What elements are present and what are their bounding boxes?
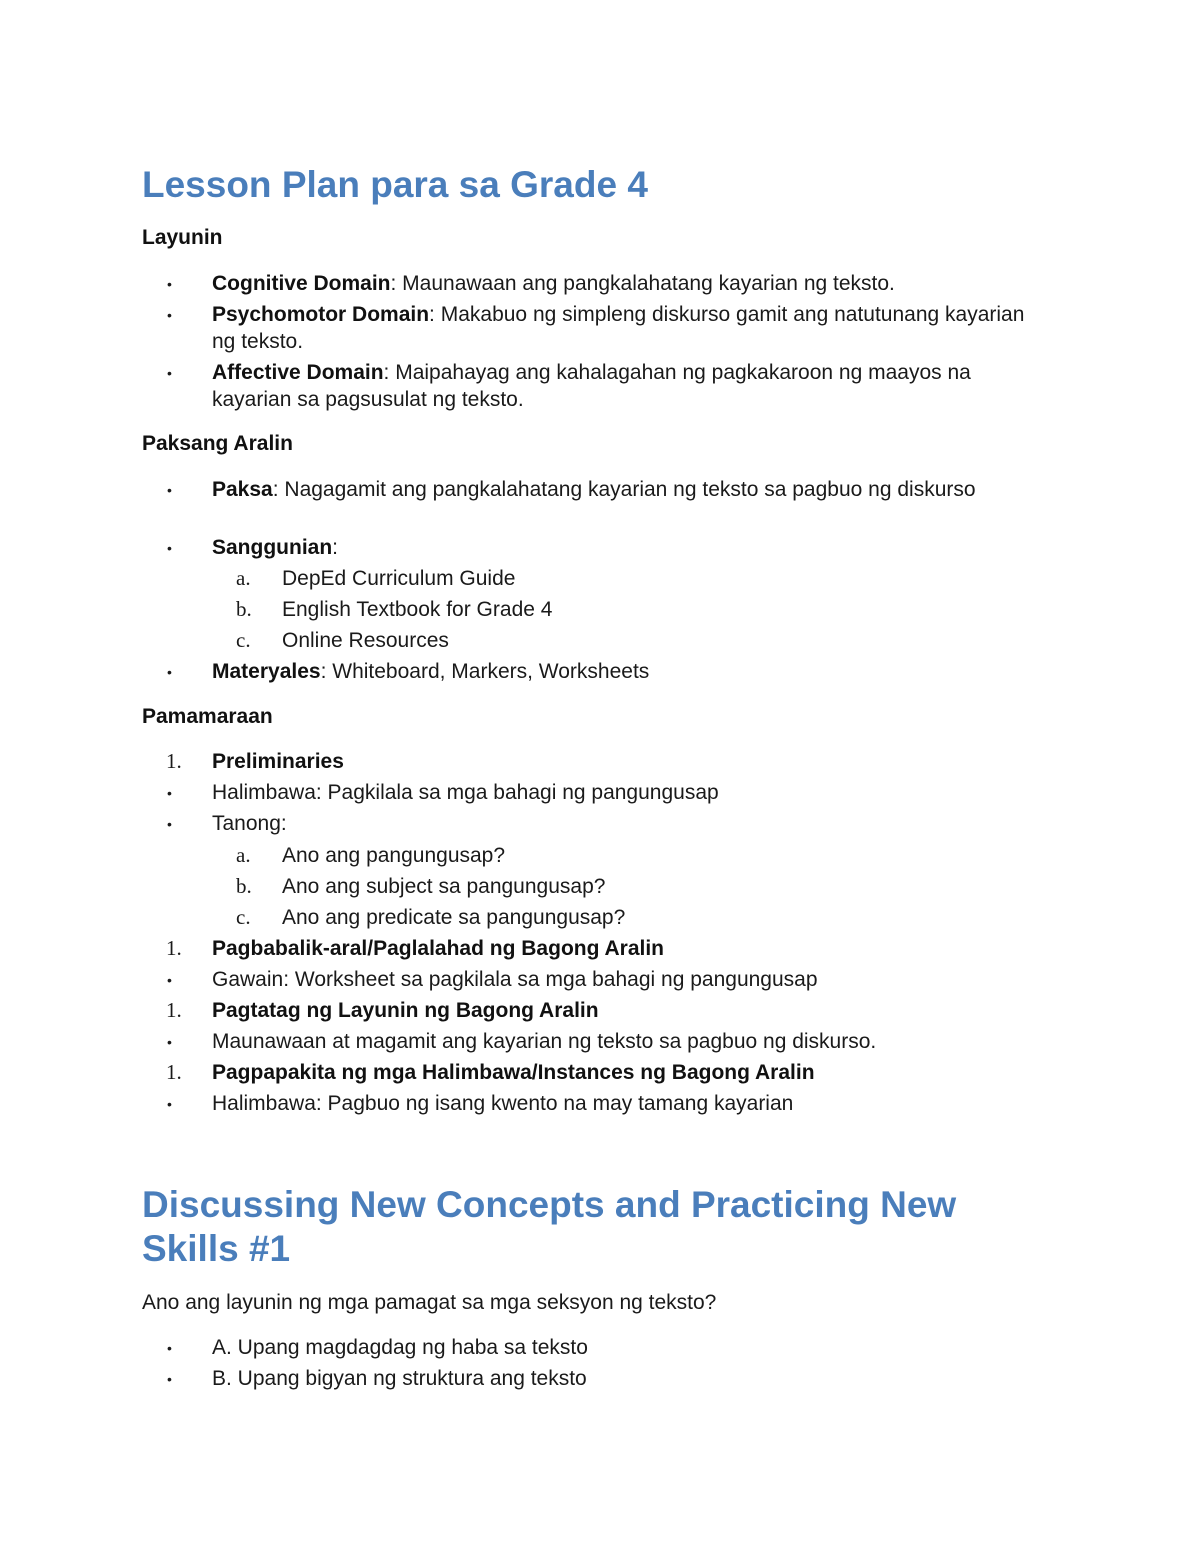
- bullet-icon: •: [167, 540, 172, 556]
- item-label: Sanggunian: [212, 536, 333, 559]
- page-title: Lesson Plan para sa Grade 4: [142, 164, 648, 205]
- bullet-icon: •: [167, 785, 172, 801]
- item-marker: b.: [236, 597, 252, 621]
- section-title-discussing: Discussing New Concepts and Practicing New Skills #1: [142, 1184, 957, 1269]
- item-text: :: [332, 536, 339, 559]
- section-heading-layunin: Layunin: [142, 226, 223, 249]
- item-label: Psychomotor Domain: [212, 303, 430, 326]
- question-text: Ano ang layunin ng mga pamagat sa mga seksyon ng teksto?: [142, 1291, 717, 1314]
- bullet-icon: •: [167, 972, 172, 988]
- step-title: Pagtatag ng Layunin ng Bagong Aralin: [212, 999, 599, 1022]
- bullet-icon: •: [167, 1034, 172, 1050]
- item-text: : Whiteboard, Markers, Worksheets: [320, 660, 650, 683]
- item-text: : Maunawaan ang pangkalahatang kayarian ng teksto.: [390, 272, 895, 295]
- bullet-icon: •: [167, 307, 172, 323]
- item-marker: a.: [236, 566, 251, 590]
- item-number: 1.: [166, 1060, 182, 1084]
- section-heading-pamamaraan: Pamamaraan: [142, 705, 273, 728]
- step-title: Pagbabalik-aral/Paglalahad ng Bagong Aralin: [212, 937, 664, 960]
- bullet-icon: •: [167, 276, 172, 292]
- bullet-icon: •: [167, 482, 172, 498]
- item-text: Maunawaan at magamit ang kayarian ng teksto sa pagbuo ng diskurso.: [212, 1030, 877, 1053]
- item-text: DepEd Curriculum Guide: [282, 567, 516, 590]
- item-number: 1.: [166, 749, 182, 773]
- section-heading-paksang-aralin: Paksang Aralin: [142, 432, 293, 455]
- item-text: : Makabuo ng simpleng diskurso gamit ang natutunang kayarian ng teksto.: [212, 303, 1025, 353]
- bullet-icon: •: [167, 1340, 172, 1356]
- item-text: English Textbook for Grade 4: [282, 598, 553, 621]
- item-label: Cognitive Domain: [212, 272, 391, 295]
- bullet-icon: •: [167, 1096, 172, 1112]
- item-marker: c.: [236, 905, 251, 929]
- item-marker: b.: [236, 874, 252, 898]
- item-marker: c.: [236, 628, 251, 652]
- bullet-icon: •: [167, 365, 172, 381]
- item-marker: a.: [236, 843, 251, 867]
- step-title: Preliminaries: [212, 750, 344, 773]
- item-text: Ano ang subject sa pangungusap?: [282, 875, 606, 898]
- item-label: Materyales: [212, 660, 321, 683]
- item-text: : Maipahayag ang kahalagahan ng pagkakaroon ng maayos na kayarian sa pagsusulat ng teksto.: [212, 361, 971, 411]
- item-text: Halimbawa: Pagkilala sa mga bahagi ng pangungusap: [212, 781, 719, 804]
- item-text: Tanong:: [212, 812, 287, 835]
- item-text: Online Resources: [282, 629, 449, 652]
- option-text: A. Upang magdagdag ng haba sa teksto: [212, 1336, 588, 1359]
- item-number: 1.: [166, 998, 182, 1022]
- bullet-icon: •: [167, 816, 172, 832]
- item-label: Paksa: [212, 478, 273, 501]
- item-number: 1.: [166, 936, 182, 960]
- bullet-icon: •: [167, 1371, 172, 1387]
- item-text: Halimbawa: Pagbuo ng isang kwento na may tamang kayarian: [212, 1092, 794, 1115]
- option-text: B. Upang bigyan ng struktura ang teksto: [212, 1367, 587, 1390]
- item-text: Ano ang pangungusap?: [282, 844, 506, 867]
- item-text: : Nagagamit ang pangkalahatang kayarian ng teksto sa pagbuo ng diskurso: [272, 478, 976, 501]
- step-title: Pagpapakita ng mga Halimbawa/Instances ng Bagong Aralin: [212, 1061, 815, 1084]
- bullet-icon: •: [167, 664, 172, 680]
- item-text: Gawain: Worksheet sa pagkilala sa mga bahagi ng pangungusap: [212, 968, 818, 991]
- item-label: Affective Domain: [212, 361, 384, 384]
- item-text: Ano ang predicate sa pangungusap?: [282, 906, 626, 929]
